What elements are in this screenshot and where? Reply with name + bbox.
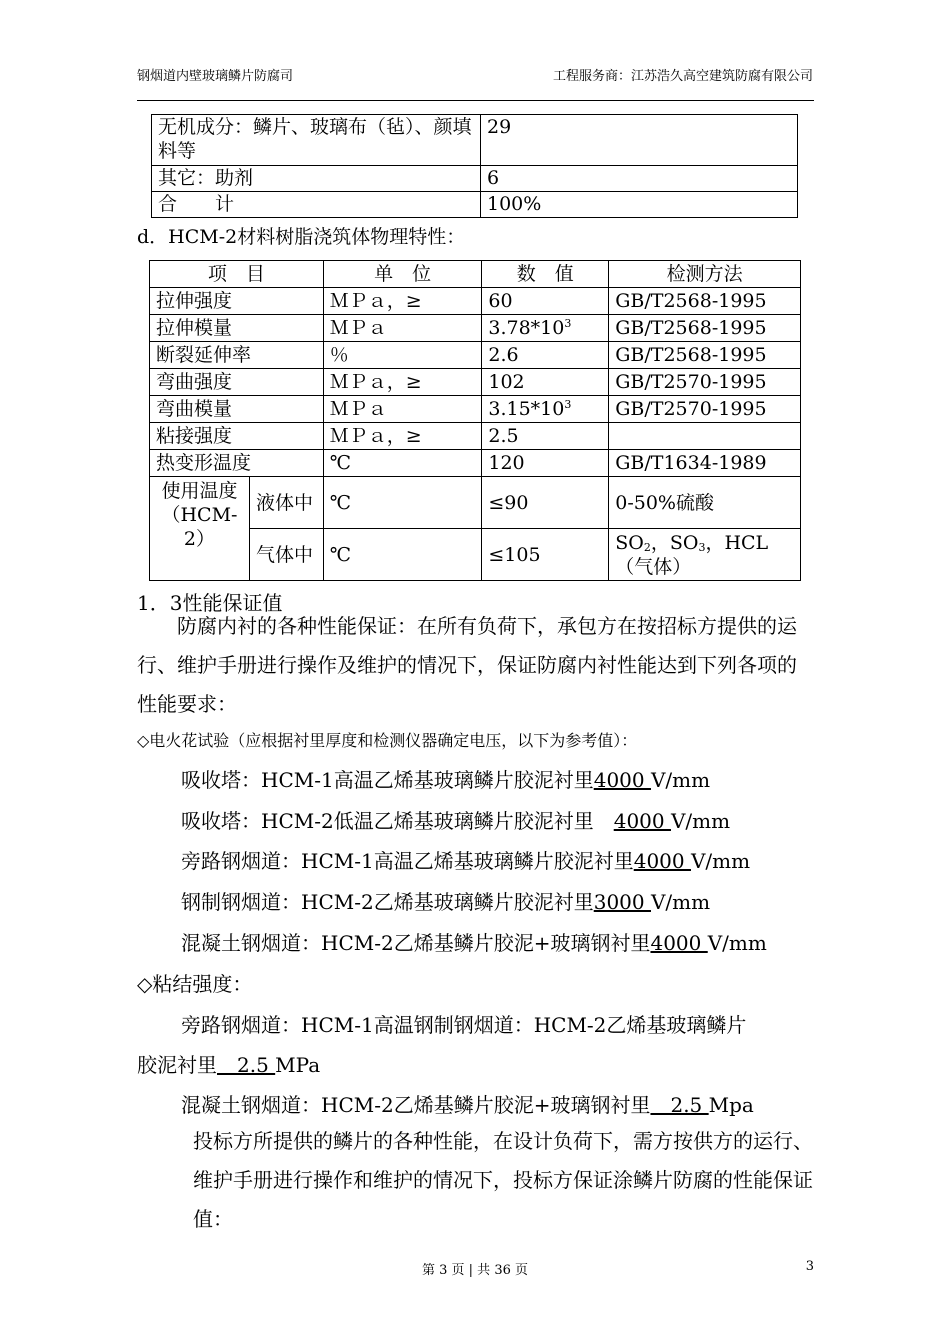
table-cell: 100%: [481, 192, 798, 218]
table-cell: GB/T1634-1989: [609, 450, 801, 477]
spark-item-text: 吸收塔：HCM-2低温乙烯基玻璃鳞片胶泥衬里: [181, 809, 614, 833]
table-cell: 29: [481, 115, 798, 166]
bond-item-unit: Mpa: [708, 1093, 754, 1117]
table-cell: 102: [482, 369, 609, 396]
table-cell: ≤105: [482, 529, 609, 581]
spark-item: [181, 764, 710, 793]
table-cell: ＭＰａ: [323, 315, 482, 342]
exponent: 3: [564, 398, 572, 411]
table-cell: 拉伸强度: [150, 288, 324, 315]
table-row: [150, 396, 801, 423]
table-cell: 弯曲模量: [150, 396, 324, 423]
table-row: [152, 115, 798, 166]
table-cell: [482, 315, 609, 342]
subscript: 2: [643, 540, 651, 554]
spark-item-value: 4000: [633, 849, 691, 873]
header-left-title: 钢烟道内壁玻璃鳞片防腐司: [137, 69, 294, 84]
method-text: SO: [615, 531, 644, 554]
table-cell: ℃: [323, 477, 482, 529]
table-cell: GB/T2568-1995: [609, 315, 801, 342]
table-header-row: [150, 261, 801, 288]
table-cell: 其它：助剂: [152, 166, 481, 192]
spark-item-value: 3000: [593, 890, 651, 914]
table-cell: 2.5: [482, 423, 609, 450]
exponent: 3: [564, 317, 572, 330]
spark-item-text: 混凝土钢烟道：HCM-2乙烯基鳞片胶泥+玻璃钢衬里: [181, 931, 651, 955]
table-cell: 无机成分：鳞片、玻璃布（毡）、颜填料等: [152, 115, 481, 166]
table-cell: ＭＰａ，≥: [323, 423, 482, 450]
spark-item-unit: V/mm: [650, 890, 711, 914]
table-cell: ℃: [323, 529, 482, 581]
table-row: [152, 166, 798, 192]
table-cell: 断裂延伸率: [150, 342, 324, 369]
bond-item-unit: MPa: [275, 1053, 321, 1077]
spark-item: [181, 927, 767, 956]
spark-item-value: 4000: [613, 809, 671, 833]
table-cell: ＭＰａ: [323, 396, 482, 423]
footer-page-info: 第 3 页 | 共 36 页: [422, 1263, 528, 1278]
table-row: [150, 423, 801, 450]
table-row: [150, 477, 801, 529]
table-cell: 热变形温度: [150, 450, 324, 477]
paragraph-guarantee: 投标方所提供的鳞片的各种性能，在设计负荷下，需方按供方的运行、维护手册进行操作和维护的情况下，投标方保证涂鳞片防腐的性能保证值：: [193, 1129, 813, 1231]
column-header: 单 位: [323, 261, 482, 288]
table-cell: 60: [482, 288, 609, 315]
table-cell: [609, 529, 801, 581]
table-row: [150, 288, 801, 315]
table-cell: ＭＰａ，≥: [323, 369, 482, 396]
table-cell-temp-label: 使用温度（HCM-2）: [150, 477, 250, 581]
table-cell: 合 计: [152, 192, 481, 218]
bond-item-text: 混凝土钢烟道：HCM-2乙烯基鳞片胶泥+玻璃钢衬里: [181, 1093, 651, 1117]
value-text: 3.78*10: [488, 317, 565, 339]
table-cell: 2.6: [482, 342, 609, 369]
paragraph-performance: 防腐内衬的各种性能保证：在所有负荷下，承包方在按招标方提供的运行、维护手册进行操作及维护的情况下，保证防腐内衬性能达到下列各项的性能要求：: [137, 614, 797, 716]
subscript: 3: [698, 540, 706, 554]
table-cell: 弯曲强度: [150, 369, 324, 396]
value-text: 3.15*10: [488, 398, 565, 420]
footer-page-number: 3: [805, 1259, 814, 1274]
table-cell: GB/T2568-1995: [609, 288, 801, 315]
table-cell: ℃: [323, 450, 482, 477]
bond-item-value: 2.5: [217, 1053, 276, 1077]
column-header: 数 值: [482, 261, 609, 288]
table-cell: GB/T2570-1995: [609, 396, 801, 423]
spark-item: [181, 845, 750, 874]
spark-item-text: 旁路钢烟道：HCM-1高温乙烯基玻璃鳞片胶泥衬里: [181, 849, 634, 873]
bond-item-value: 2.5: [650, 1093, 709, 1117]
composition-table: [151, 114, 798, 218]
method-text: ，HCL（气体）: [615, 531, 769, 578]
table-cell: 液体中: [249, 477, 323, 529]
header-right-company: 工程服务商：江苏浩久高空建筑防腐有限公司: [552, 69, 813, 84]
table-cell: [609, 423, 801, 450]
spark-item: [181, 805, 730, 834]
table-cell: 6: [481, 166, 798, 192]
section-1-3-heading: 1．3性能保证值: [137, 591, 283, 615]
section-d-heading: d．HCM-2材料树脂浇筑体物理特性：: [137, 226, 466, 248]
table-cell: ＭＰａ，≥: [323, 288, 482, 315]
bond-item-line: [137, 1049, 320, 1078]
table-cell: GB/T2568-1995: [609, 342, 801, 369]
spark-item: [181, 886, 710, 915]
spark-item-text: 吸收塔：HCM-1高温乙烯基玻璃鳞片胶泥衬里: [181, 768, 594, 792]
spark-item-value: 4000: [650, 931, 708, 955]
table-cell: 气体中: [249, 529, 323, 581]
spark-item-text: 钢制钢烟道：HCM-2乙烯基玻璃鳞片胶泥衬里: [181, 890, 594, 914]
method-text: ，SO: [650, 531, 699, 554]
spark-item-unit: V/mm: [670, 809, 731, 833]
bond-item-line: [181, 1089, 754, 1118]
spark-item-unit: V/mm: [690, 849, 751, 873]
table-cell: ％: [323, 342, 482, 369]
table-cell: 粘接强度: [150, 423, 324, 450]
header-divider: [137, 100, 814, 101]
spark-item-unit: V/mm: [650, 768, 711, 792]
table-row: [150, 450, 801, 477]
properties-table: [149, 260, 801, 581]
table-row: [152, 192, 798, 218]
spark-test-title: ◇电火花试验（应根据衬里厚度和检测仪器确定电压，以下为参考值）：: [137, 731, 638, 750]
table-cell: 0-50%硫酸: [609, 477, 801, 529]
table-row: [150, 315, 801, 342]
table-cell: 拉伸模量: [150, 315, 324, 342]
column-header: 检测方法: [609, 261, 801, 288]
bond-strength-title: ◇粘结强度：: [137, 972, 253, 996]
bond-item-text: 胶泥衬里: [137, 1053, 217, 1077]
column-header: 项 目: [150, 261, 324, 288]
spark-item-unit: V/mm: [707, 931, 767, 955]
table-cell: [482, 396, 609, 423]
table-cell: GB/T2570-1995: [609, 369, 801, 396]
table-cell: ≤90: [482, 477, 609, 529]
table-row: [150, 342, 801, 369]
spark-item-value: 4000: [593, 768, 651, 792]
bond-item-line: 旁路钢烟道：HCM-1高温钢制钢烟道：HCM-2乙烯基玻璃鳞片: [181, 1013, 747, 1037]
table-row: [150, 369, 801, 396]
table-cell: 120: [482, 450, 609, 477]
